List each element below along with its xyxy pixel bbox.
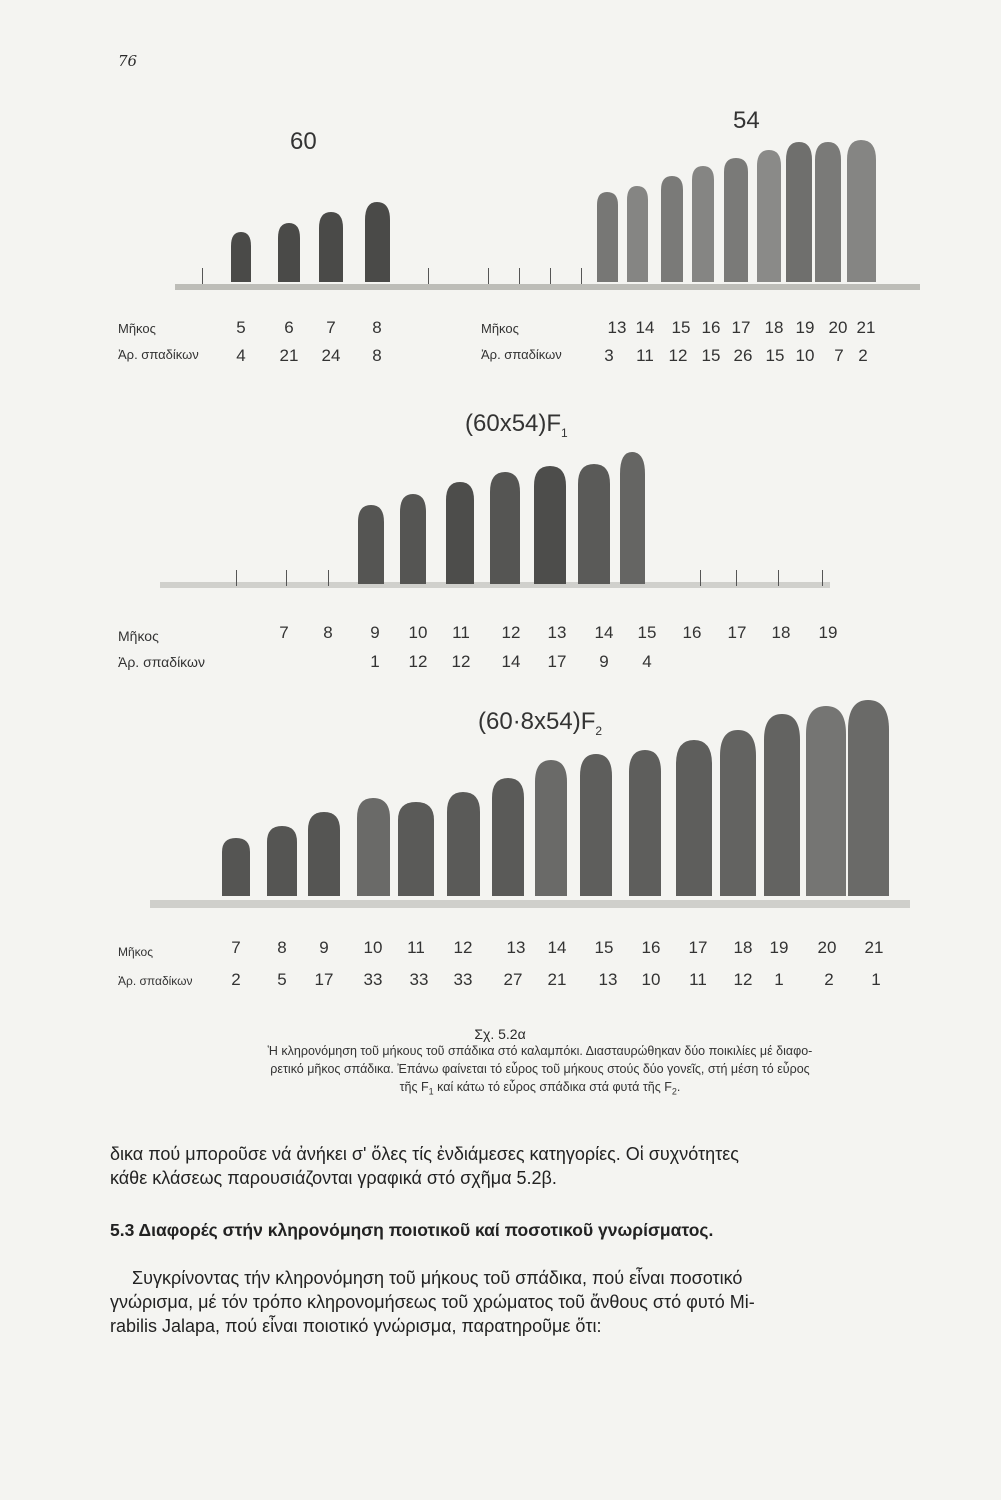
length-value: 11 [407, 938, 425, 957]
corn-ear-f2-7 [222, 838, 250, 896]
count-value: 21 [279, 346, 299, 365]
corn-ear-f2-20 [806, 706, 846, 896]
count-value: 2 [824, 970, 834, 989]
count-value: 2 [858, 346, 868, 365]
figure-caption [160, 1042, 920, 1101]
length-value: 18 [764, 318, 784, 337]
length-value: 17 [688, 938, 708, 957]
panel-54-count-label: Ἀρ. σπαδίκων [481, 347, 562, 362]
paragraph-2 [110, 1266, 940, 1290]
length-value: 16 [682, 623, 702, 642]
corn-ear-f2-12 [447, 792, 480, 896]
length-value: 18 [771, 623, 791, 642]
count-value: 21 [547, 970, 567, 989]
length-value: 14 [635, 318, 655, 337]
corn-ear-f2-18 [720, 730, 756, 896]
text-line: rabilis Jalapa, πού εἶναι ποιοτικό γνώρισμα, παρατηροῦμε ὅτι: [110, 1316, 602, 1336]
panel-60-title: 60 [290, 128, 317, 155]
length-value: 20 [828, 318, 848, 337]
text-line: γνώρισμα, μέ τόν τρόπο κληρονομήσεως τοῦ χρώματος τοῦ ἄνθους στό φυτό Mi- [110, 1292, 755, 1312]
length-value: 8 [372, 318, 382, 337]
corn-ear-f2-11 [398, 802, 434, 896]
panel-54-title: 54 [733, 107, 760, 134]
count-value: 17 [547, 652, 567, 671]
panel-f1-title-text: (60x54)F [465, 410, 562, 437]
count-value: 11 [636, 346, 654, 365]
text-line: δικα πού μποροῦσε νά ἀνήκει σ' ὅλες τίς ἐνδιάμεσες κατηγορίες. Οἱ συχνότητες [110, 1144, 739, 1164]
length-value: 5 [236, 318, 246, 337]
length-value: 13 [506, 938, 526, 957]
paragraph-1 [110, 1142, 920, 1190]
length-value: 20 [817, 938, 837, 957]
length-value: 12 [453, 938, 473, 957]
caption-sub: 2 [671, 1086, 677, 1097]
count-value: 9 [599, 652, 609, 671]
length-value: 19 [818, 623, 838, 642]
length-value: 8 [323, 623, 333, 642]
count-value: 14 [501, 652, 521, 671]
count-value: 33 [363, 970, 383, 989]
panel-54-length-label: Μῆκος [481, 321, 519, 336]
corn-ear-f2-13 [492, 778, 524, 896]
panel-60-length-label: Μῆκος [118, 321, 156, 336]
caption-fragment: . [676, 1080, 681, 1094]
length-value: 13 [607, 318, 627, 337]
panel-f2-count-row [0, 970, 1001, 994]
length-value: 12 [501, 623, 521, 642]
length-value: 14 [594, 623, 614, 642]
count-value: 10 [795, 346, 815, 365]
length-value: 18 [733, 938, 753, 957]
caption-line: ρετικό μῆκος σπάδικα. Ἐπάνω φαίνεται τό εὖρος τοῦ μήκους στούς δύο γονεῖς, στή μέση τό εὖρος [270, 1062, 810, 1076]
caption-sub: 1 [428, 1086, 434, 1097]
panel-f2-title-text: (60·8x54)F [478, 708, 596, 735]
corn-ear-f2-15 [580, 754, 612, 896]
count-value: 13 [598, 970, 618, 989]
count-value: 15 [701, 346, 721, 365]
count-value: 17 [314, 970, 334, 989]
count-value: 2 [231, 970, 241, 989]
corn-ear-f2-17 [676, 740, 712, 896]
corn-ear-f2-8 [267, 826, 297, 896]
panel-f2-title-sub: 2 [595, 723, 603, 738]
count-value: 26 [733, 346, 753, 365]
caption-line: Ἡ κληρονόμηση τοῦ μήκους τοῦ σπάδικα στό καλαμπόκι. Διασταυρώθηκαν δύο ποικιλίες μέ διαφο- [267, 1044, 813, 1058]
caption-line [160, 1078, 920, 1101]
length-value: 15 [594, 938, 614, 957]
length-value: 11 [452, 623, 470, 642]
length-value: 16 [641, 938, 661, 957]
corn-ear-f2-19 [764, 714, 800, 896]
length-value: 10 [363, 938, 383, 957]
corn-ear-f2-16 [629, 750, 661, 896]
corn-ear-f2-14 [535, 760, 567, 896]
text-line: Συγκρίνοντας τήν κληρονόμηση τοῦ μήκους τοῦ σπάδικα, πού εἶναι ποσοτικό [132, 1268, 743, 1288]
panel-f1-length-label: Μῆκος [118, 628, 159, 644]
count-value: 4 [236, 346, 246, 365]
count-value: 27 [503, 970, 523, 989]
length-value: 15 [637, 623, 657, 642]
count-value: 12 [668, 346, 688, 365]
count-value: 11 [689, 970, 707, 989]
count-value: 12 [451, 652, 471, 671]
count-value: 1 [774, 970, 784, 989]
length-value: 17 [727, 623, 747, 642]
panel-f1-title-sub: 1 [561, 425, 568, 440]
figure-caption-title: Σχ. 5.2α [474, 1026, 526, 1042]
paragraph-2-cont [110, 1290, 940, 1338]
caption-fragment: τῆς F [399, 1080, 429, 1094]
length-value: 16 [701, 318, 721, 337]
count-value: 12 [408, 652, 428, 671]
count-value: 10 [641, 970, 661, 989]
count-value: 3 [604, 346, 614, 365]
length-value: 9 [370, 623, 380, 642]
length-value: 14 [547, 938, 567, 957]
count-value: 7 [834, 346, 844, 365]
corn-ear-f2-10 [357, 798, 390, 896]
length-value: 8 [277, 938, 287, 957]
length-value: 19 [769, 938, 789, 957]
length-value: 21 [856, 318, 876, 337]
panel-f1-count-label: Ἀρ. σπαδίκων [118, 654, 205, 670]
panel-f2-length-row [0, 938, 1001, 962]
page-number: 76 [118, 52, 138, 70]
count-value: 1 [871, 970, 881, 989]
text-line: κάθε κλάσεως παρουσιάζονται γραφικά στό σχῆμα 5.2β. [110, 1168, 557, 1188]
count-value: 33 [453, 970, 473, 989]
length-value: 17 [731, 318, 751, 337]
count-value: 5 [277, 970, 287, 989]
panel-60-count-label: Ἀρ. σπαδίκων [118, 347, 199, 362]
length-value: 7 [279, 623, 289, 642]
length-value: 19 [795, 318, 815, 337]
count-value: 15 [765, 346, 785, 365]
count-value: 33 [409, 970, 429, 989]
length-value: 15 [671, 318, 691, 337]
caption-fragment: καί κάτω τό εὖρος σπάδικα στά φυτά τῆς F [433, 1080, 672, 1094]
corn-ear-f2-21 [848, 700, 889, 896]
count-value: 8 [372, 346, 382, 365]
count-value: 1 [370, 652, 380, 671]
count-value: 4 [642, 652, 652, 671]
length-value: 7 [231, 938, 241, 957]
length-value: 7 [326, 318, 336, 337]
section-heading: 5.3 Διαφορές στήν κληρονόμηση ποιοτικοῦ καί ποσοτικοῦ γνωρίσματος. [110, 1220, 714, 1240]
count-value: 12 [733, 970, 753, 989]
panel-f2-count-label: Ἀρ. σπαδίκων [118, 974, 193, 988]
length-value: 21 [864, 938, 884, 957]
length-value: 13 [547, 623, 567, 642]
length-value: 9 [319, 938, 329, 957]
length-value: 6 [284, 318, 294, 337]
corn-ear-f2-9 [308, 812, 340, 896]
panel-f2-length-label: Μῆκος [118, 945, 153, 959]
count-value: 24 [321, 346, 341, 365]
length-value: 10 [408, 623, 428, 642]
